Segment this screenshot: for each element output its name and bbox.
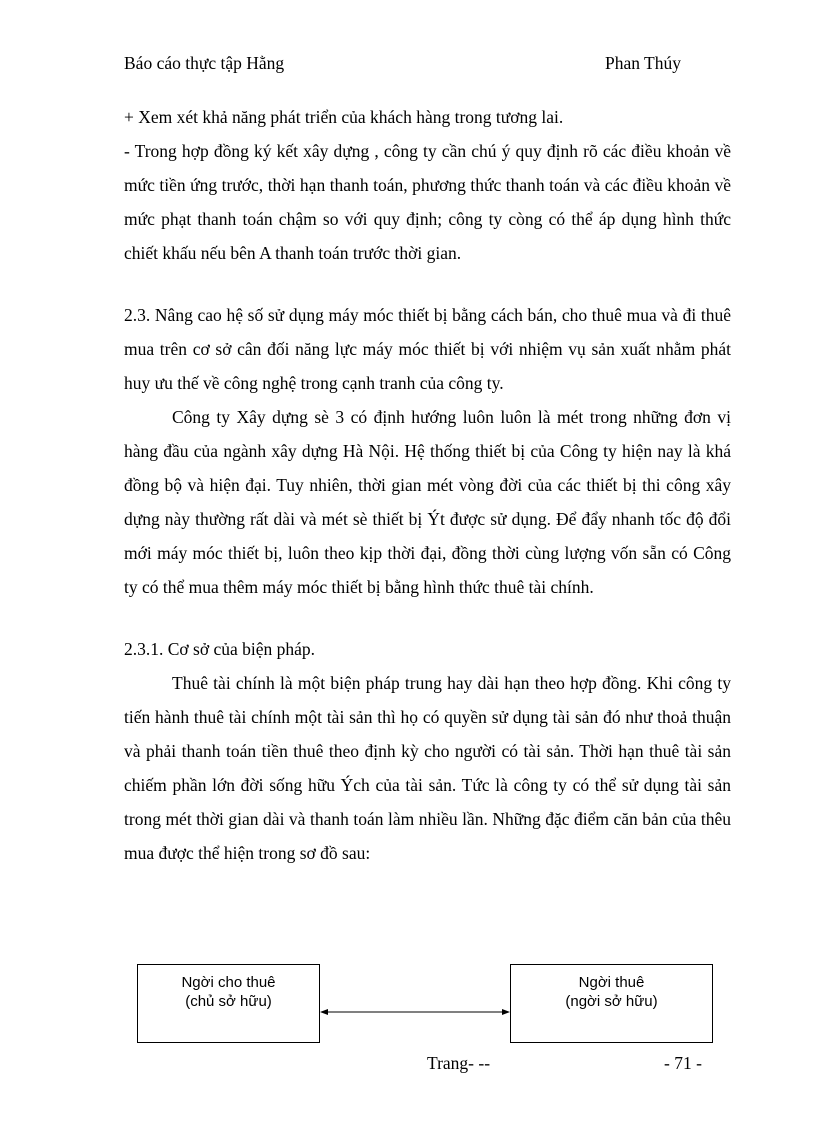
- document-body: [124, 100, 731, 870]
- lessee-box-line2: (ngời sở hữu): [565, 993, 658, 1010]
- paragraph-2: - Trong hợp đồng ký kết xây dựng , công ty cần chú ý quy định rõ các điều khoản về mức tiền ứng trước, thời hạn thanh toán, phương thức thanh toán và các điều khoản về mức phạt thanh toán chậm so với quy định; công ty còng có thể áp dụng hình thức chiết khấu nếu bên A thanh toán trước thời gian.: [124, 141, 731, 263]
- footer-page-number: - 71 -: [664, 1053, 702, 1073]
- page-header: [124, 52, 704, 98]
- lessor-box-line2: (chủ sở hữu): [185, 993, 272, 1010]
- double-arrow-connector: [318, 1006, 512, 1018]
- header-left-text: Báo cáo thực tập Hằng: [124, 53, 285, 73]
- lessor-box: [137, 964, 320, 1043]
- paragraph-6: Thuê tài chính là một biện pháp trung hay dài hạn theo hợp đồng. Khi công ty tiến hành thuê tài chính một tài sản thì họ có quyền sử dụng tài sản đó như thoả thuận và phải thanh toán tiền thuê theo định kỳ cho người có tài sản. Thời hạn thuê tài sản chiếm phần lớn đời sống hữu Ých của tài sản. Tức là công ty có thể sử dụng tài sản trong mét thời gian dài và thanh toán làm nhiều lần. Những đặc điểm căn bản của thêu mua được thể hiện trong sơ đồ sau:: [124, 673, 731, 863]
- paragraph-3-heading: 2.3. Nâng cao hệ số sử dụng máy móc thiết bị bằng cách bán, cho thuê mua và đi thuê mua trên cơ sở cân đối năng lực máy móc thiết bị với nhiệm vụ sản xuất nhằm phát huy ưu thế về công nghệ trong cạnh tranh của công ty.: [124, 305, 731, 393]
- paragraph-4: Công ty Xây dựng sè 3 có định hướng luôn luôn là mét trong những đơn vị hàng đầu của ngành xây dựng Hà Nội. Hệ thống thiết bị của Công ty hiện nay là khá đồng bộ và hiện đại. Tuy nhiên, thời gian mét vòng đời của các thiết bị thi công xây dựng này thường rất dài và mét sè thiết bị Ýt được sử dụng. Để đẩy nhanh tốc độ đổi mới máy móc thiết bị, luôn theo kịp thời đại, đồng thời cùng lượng vốn sẵn có Công ty có thể mua thêm máy móc thiết bị bằng hình thức thuê tài chính.: [124, 407, 731, 597]
- lessee-box: [510, 964, 713, 1043]
- lessee-box-line1: Ngời thuê: [578, 974, 645, 991]
- header-right-text: Phan Thúy: [605, 53, 681, 73]
- paragraph-1: + Xem xét khả năng phát triển của khách hàng trong tương lai.: [124, 107, 564, 127]
- section-heading-2-3-1: 2.3.1. Cơ sở của biện pháp.: [124, 639, 316, 659]
- spacer: [124, 604, 731, 632]
- footer-page-label: Trang- --: [427, 1053, 491, 1073]
- lessor-box-line1: Ngời cho thuê: [181, 974, 276, 991]
- spacer: [124, 270, 731, 298]
